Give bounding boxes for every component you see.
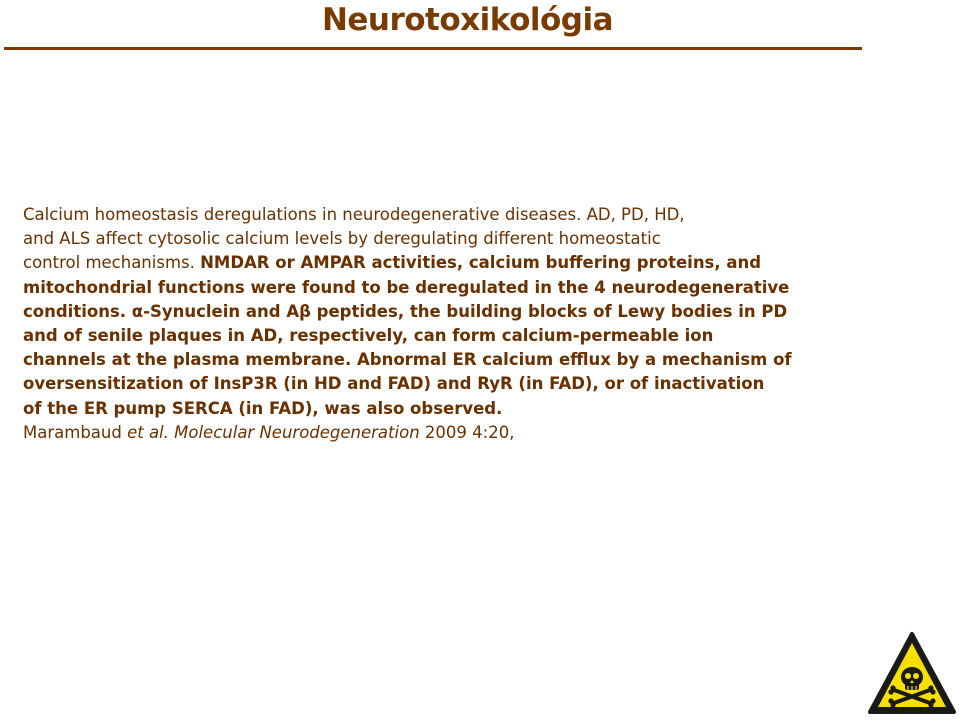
citation-details: 2009 4:20,	[419, 422, 515, 442]
abstract-paragraph	[23, 203, 853, 445]
citation-journal: Molecular Neurodegeneration	[168, 422, 420, 442]
paragraph-line: and ALS affect cytosolic calcium levels by deregulating different homeostatic	[23, 229, 661, 249]
citation-etal: et al.	[127, 422, 169, 442]
citation-author: Marambaud	[23, 422, 128, 442]
paragraph-line: mitochondrial functions were found to be deregulated in the 4 neurodegenerative	[23, 277, 790, 297]
page-title: Neurotoxikológia	[321, 2, 614, 38]
paragraph-line	[23, 251, 853, 275]
paragraph-line: of the ER pump SERCA (in FAD), was also observed.	[23, 398, 503, 418]
paragraph-segment-bold: NMDAR or AMPAR activities, calcium buffering proteins, and	[200, 253, 762, 273]
paragraph-line: Calcium homeostasis deregulations in neurodegenerative diseases. AD, PD, HD,	[23, 205, 685, 224]
paragraph-line: and of senile plaques in AD, respectively, can form calcium-permeable ion	[23, 326, 714, 346]
paragraph-segment: control mechanisms.	[23, 253, 201, 273]
citation	[23, 421, 853, 445]
paragraph-line: oversensitization of InsP3R (in HD and FAD) and RyR (in FAD), or of inactivation	[23, 374, 765, 394]
paragraph-line: channels at the plasma membrane. Abnormal ER calcium efflux by a mechanism of	[23, 350, 792, 370]
toxic-hazard-icon	[866, 630, 959, 717]
paragraph-line: conditions. α-Synuclein and Aβ peptides, the building blocks of Lewy bodies in PD	[23, 301, 788, 321]
title-underline	[4, 47, 862, 50]
